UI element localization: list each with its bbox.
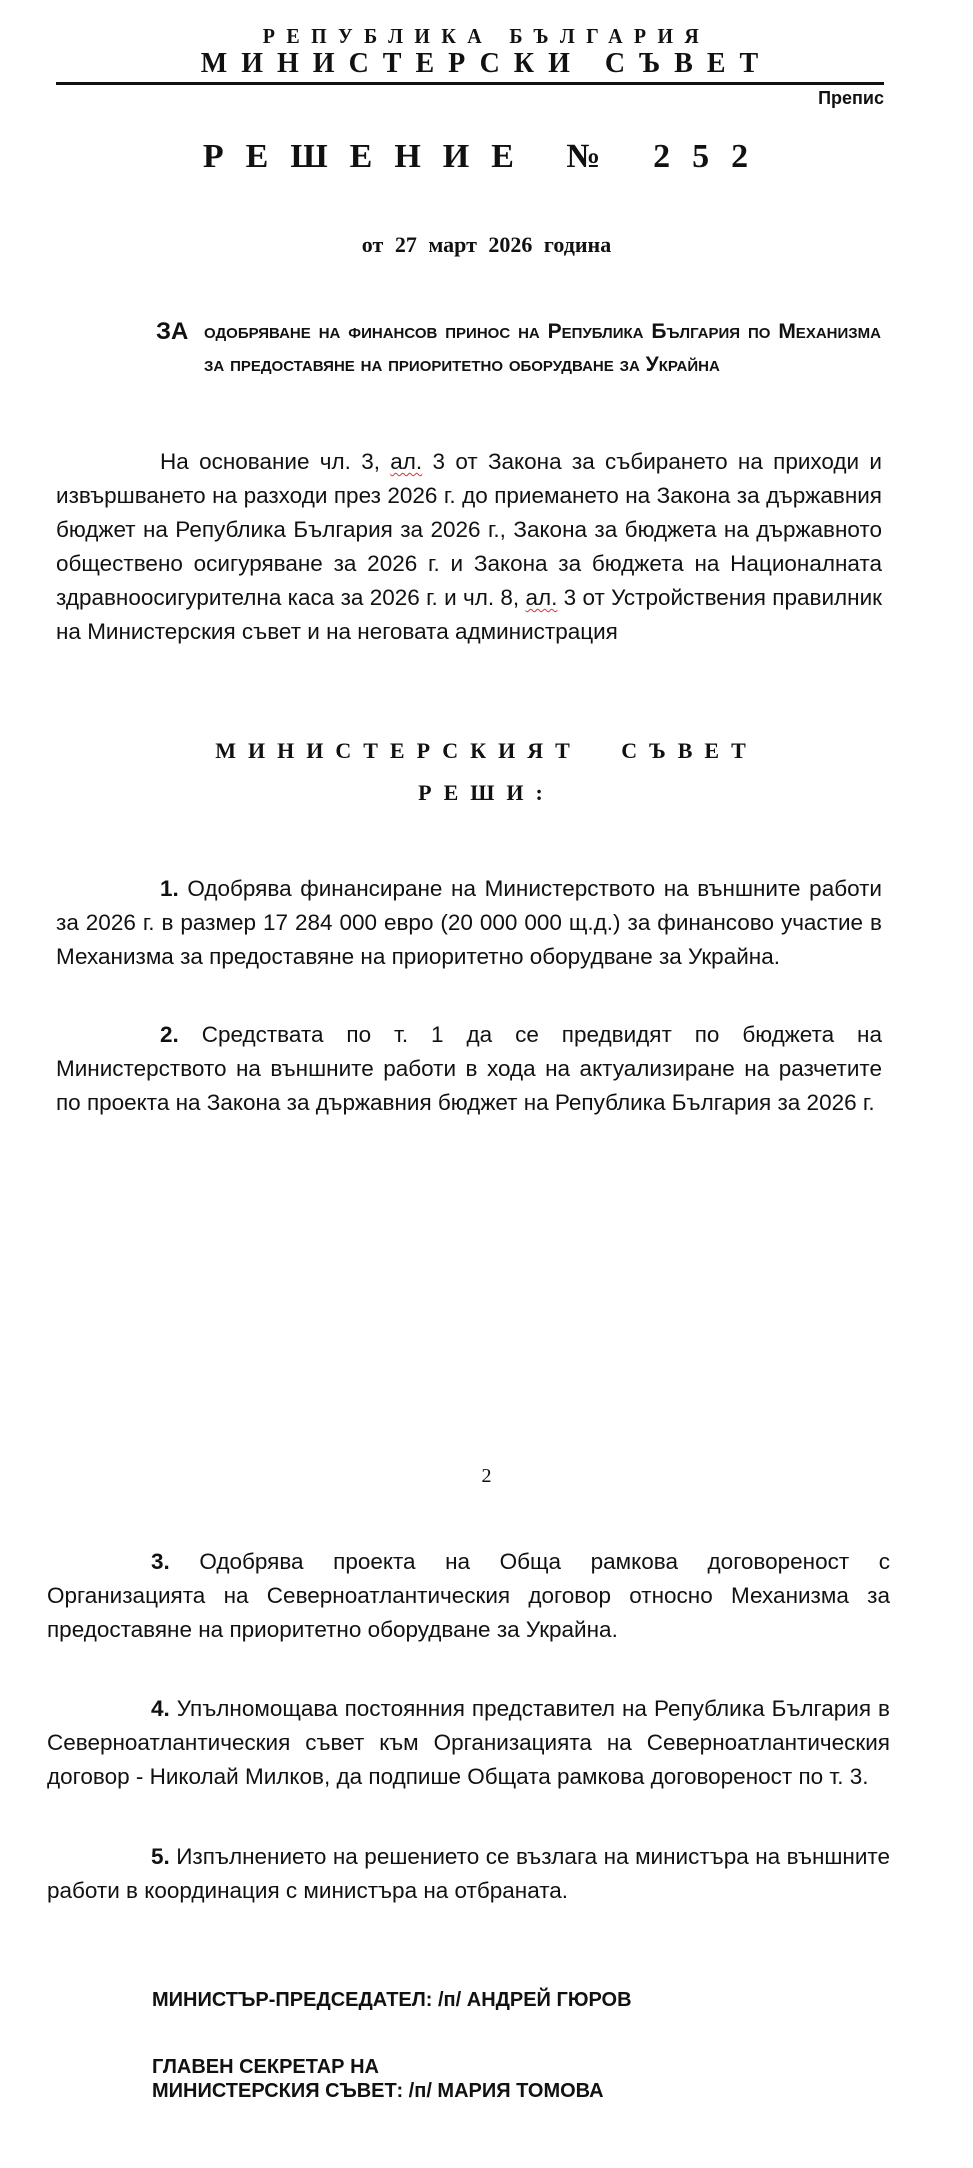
spellcheck-abbr: ал. — [390, 449, 423, 474]
decision-item — [47, 1840, 890, 1908]
item-text: Средствата по т. 1 да се предвидят по бюджета на Министерството на външните работи в хода на актуализиране на разчетите по проекта на Закона за държавния бюджет на Република България за 2026 г. — [56, 1022, 882, 1115]
item-number: 5. — [151, 1844, 170, 1869]
item-text: Упълномощава постоянния представител на Република България в Северноатлантическия съвет към Организацията на Северноатлантическия договор - Николай Милков, да подпише Общата рамкова договореност по т. 3. — [47, 1696, 890, 1789]
decision-item — [47, 1545, 890, 1647]
decision-title: РЕШЕНИЕ № 252 — [202, 138, 771, 175]
council-resolution-heading: МИНИСТЕРСКИЯТ СЪВЕТ — [215, 738, 758, 763]
item-text: Одобрява финансиране на Министерството на външните работи за 2026 г. в размер 17 284 000 евро (20 000 000 щ.д.) за финансово участие в Механизма за предоставяне на приоритетно оборудване за Украйна. — [56, 876, 882, 969]
decision-item — [56, 872, 882, 974]
copy-label: Препис — [818, 88, 884, 108]
council-heading: МИНИСТЕРСКИ СЪВЕТ — [200, 48, 773, 79]
secretary-name: МИНИСТЕРСКИЯ СЪВЕТ: /п/ МАРИЯ ТОМОВА — [152, 2080, 604, 2102]
decision-date: от 27 март 2026 година — [361, 232, 612, 257]
republic-heading: РЕПУБЛИКА БЪЛГАРИЯ — [262, 24, 711, 48]
header-rule — [56, 82, 884, 85]
secretary-title: ГЛАВЕН СЕКРЕТАР НА — [152, 2056, 379, 2078]
item-number: 1. — [160, 876, 179, 901]
item-number: 3. — [151, 1549, 170, 1574]
subject-text: одобряване на финансов принос на Република България по Механизма за предоставяне на приоритетно оборудване за Украйна — [204, 320, 881, 376]
item-text: Одобрява проекта на Обща рамкова договореност с Организацията на Северноатлантическия договор относно Механизма за предоставяне на приоритетно оборудване за Украйна. — [47, 1549, 890, 1642]
decision-item — [47, 1692, 890, 1794]
subject-lead: ЗА — [156, 318, 189, 345]
decision-subject — [156, 315, 881, 381]
prime-minister-signature: МИНИСТЪР-ПРЕДСЕДАТЕЛ: /п/ АНДРЕЙ ГЮРОВ — [152, 1989, 632, 2011]
item-number: 2. — [160, 1022, 179, 1047]
item-text: Изпълнението на решението се възлага на министъра на външните работи в координация с министъра на отбраната. — [47, 1844, 890, 1903]
decided-heading: РЕШИ: — [418, 780, 555, 805]
item-number: 4. — [151, 1696, 170, 1721]
preamble: На основание чл. 3, ал. 3 от Закона за събирането на приходи и извършването на разходи през 2026 г. до приемането на Закона за държавния бюджет на Република България за 2026 г., Закона за бюджета на държавното обществено осигуряване за 2026 г. и Закона за бюджета на Националната здравноосигурителна каса за 2026 г. и чл. 8, ал. 3 от Устройствения правилник на Министерския съвет и на неговата администрация — [56, 449, 882, 644]
page-number: 2 — [481, 1465, 492, 1487]
spellcheck-abbr: ал. — [525, 585, 558, 610]
secretary-signature — [152, 2055, 604, 2103]
decision-item — [56, 1018, 882, 1120]
